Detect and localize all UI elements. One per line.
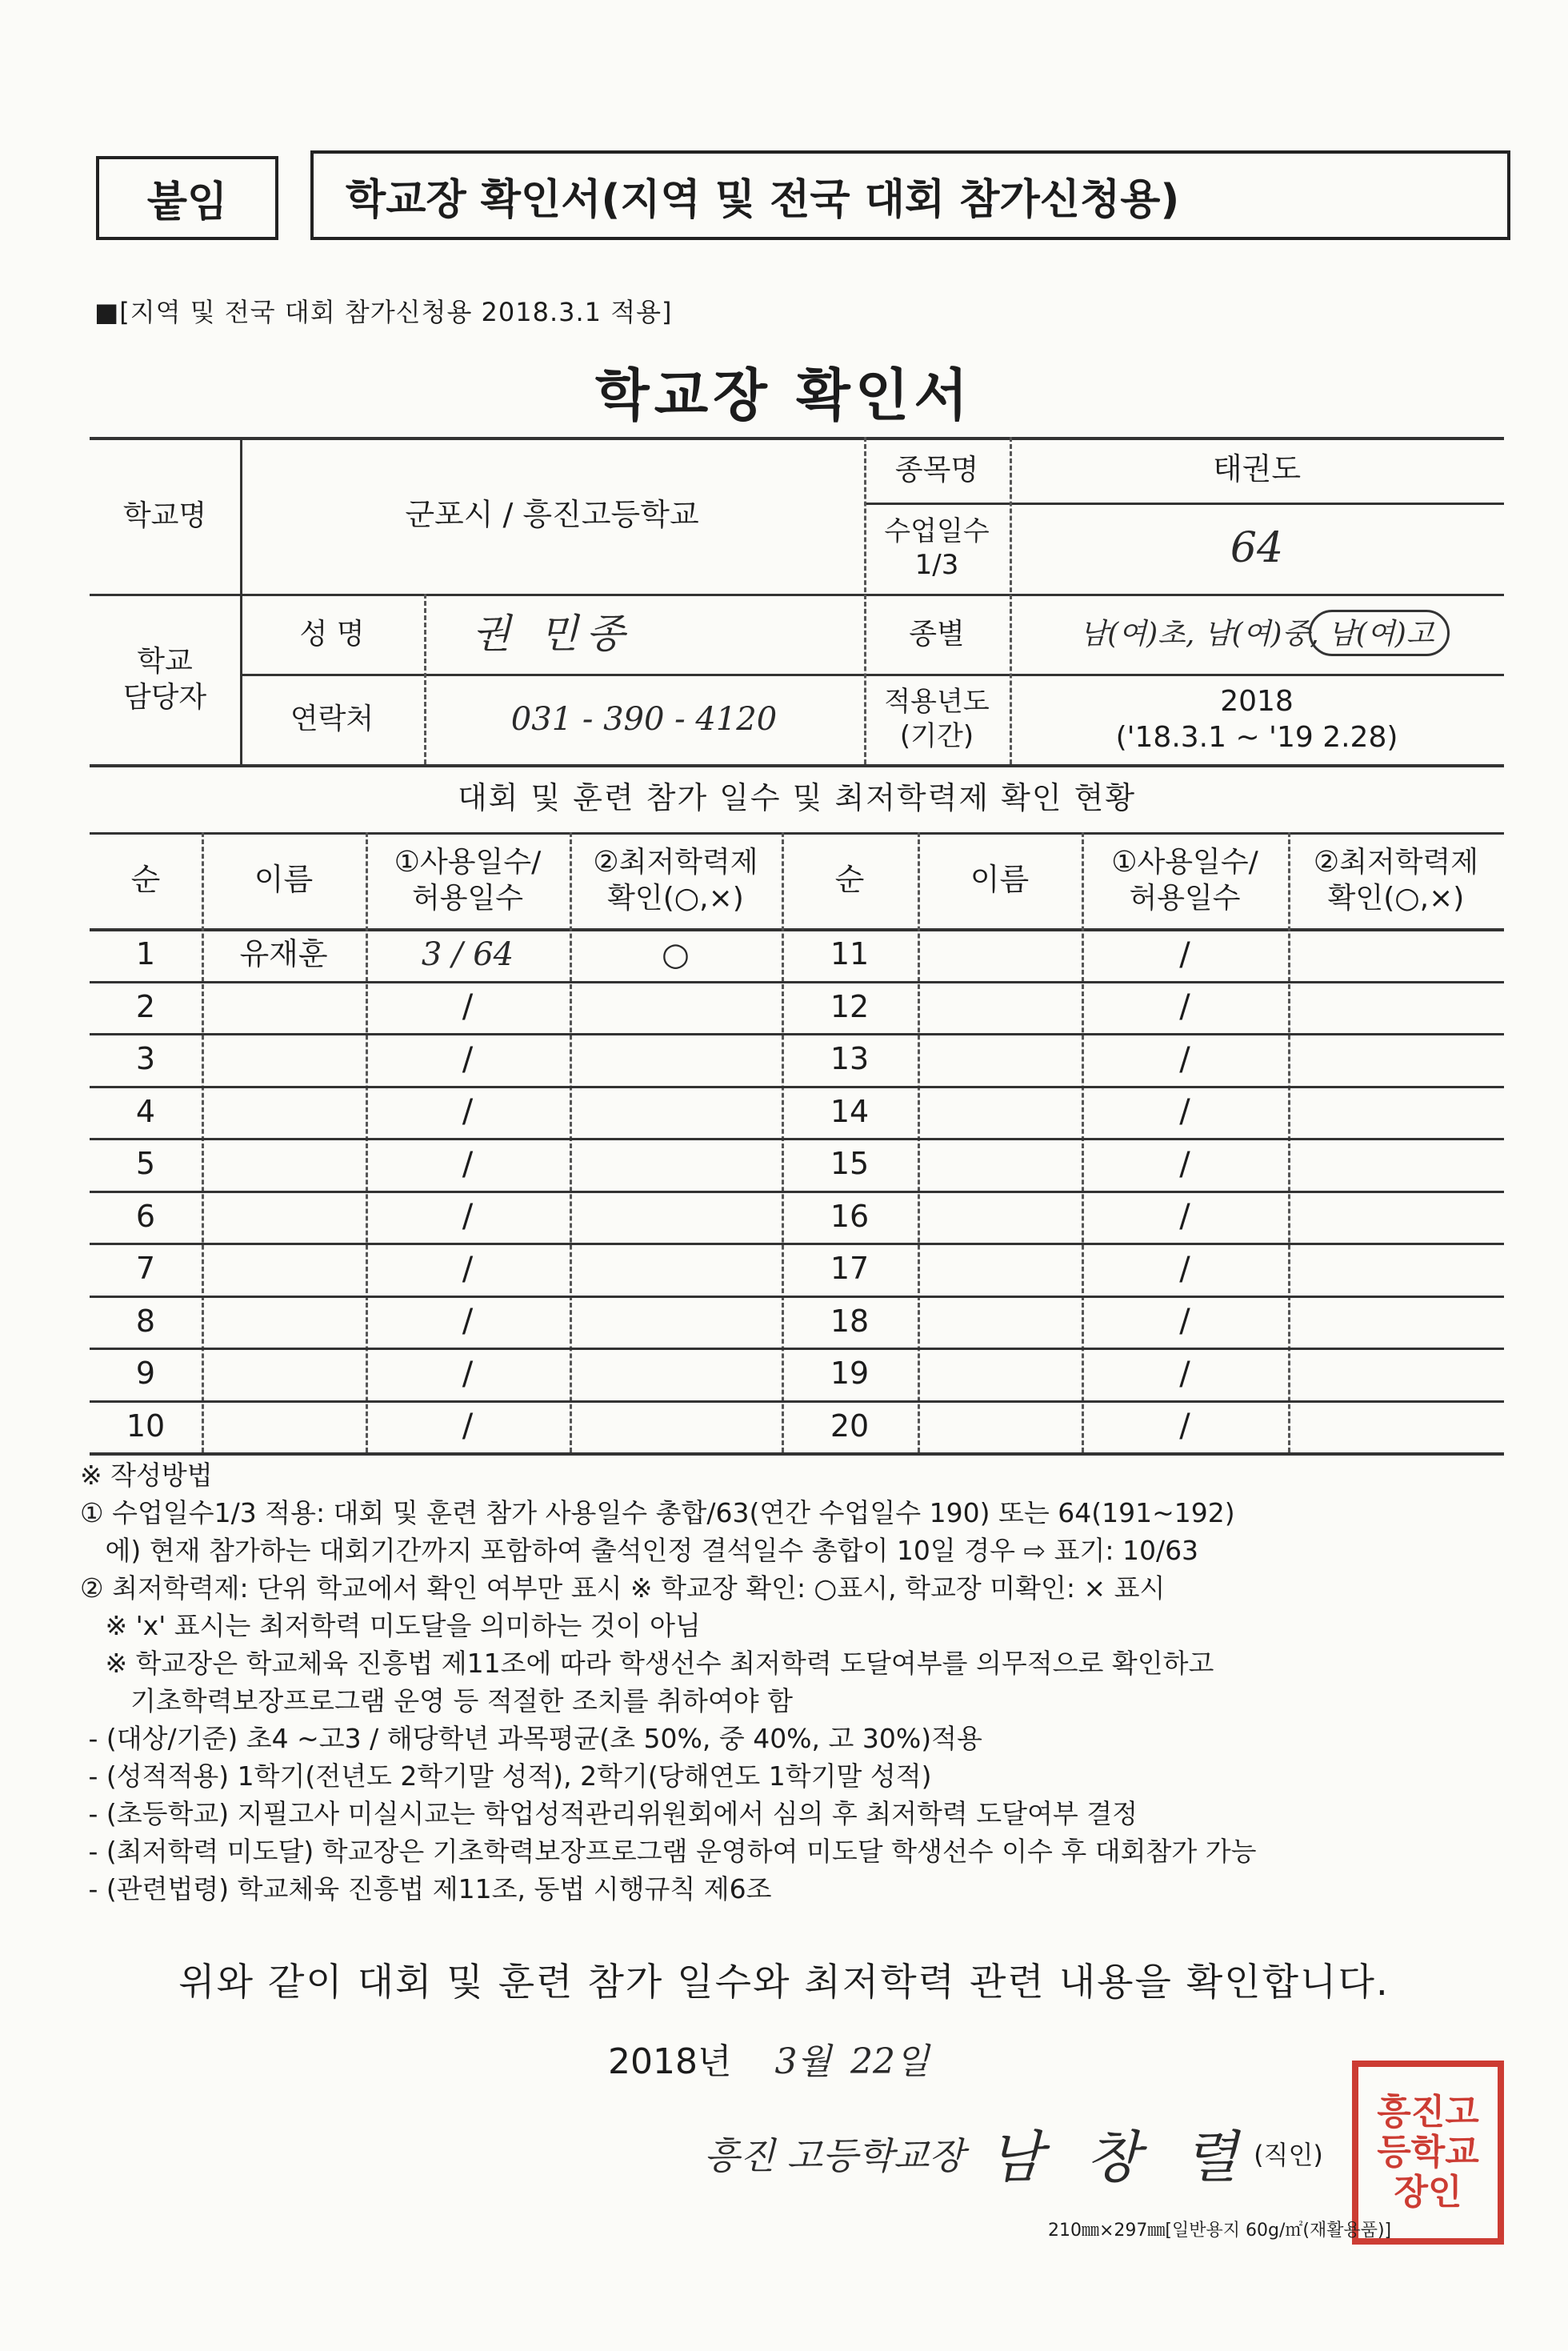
date-day: 22일	[850, 2041, 930, 2082]
header-no-right: 순	[834, 862, 865, 898]
confirmation-statement: 위와 같이 대회 및 훈련 참가 일수와 최저학력 관련 내용을 확인합니다.	[178, 1961, 1390, 2005]
row-check	[1288, 1191, 1504, 1244]
row-name	[202, 1348, 366, 1400]
row-name	[918, 1033, 1082, 1086]
row-check	[1288, 928, 1504, 981]
instruction-line: ※ 작성방법	[80, 1460, 213, 1491]
row-check	[1288, 1348, 1504, 1400]
row-days: /	[1179, 1250, 1190, 1288]
row-check	[1288, 1033, 1504, 1086]
contact-label-line1: 학교	[137, 644, 193, 678]
date-month: 3월	[774, 2041, 831, 2082]
days-value: 64	[1230, 523, 1284, 572]
contact-label	[90, 594, 240, 764]
row-name	[918, 1348, 1082, 1400]
row-number: 9	[135, 1356, 156, 1391]
row-days: /	[462, 1355, 474, 1392]
application-note: ■[지역 및 전국 대회 참가신청용 2018.3.1 적용]	[94, 297, 673, 327]
signature-name: 남 창 렬	[988, 2125, 1251, 2190]
instruction-line: 기초학력보장프로그램 운영 등 적절한 조치를 취하여야 함	[80, 1685, 793, 1716]
row-number: 20	[830, 1408, 870, 1444]
header-days-line2: 허용일수	[411, 882, 524, 915]
row-days: /	[1179, 1355, 1190, 1392]
row-check	[1288, 981, 1504, 1034]
row-days: /	[1179, 935, 1190, 973]
row-name	[202, 1086, 366, 1139]
year-value-line1: 2018	[1220, 684, 1294, 718]
row-days: /	[1179, 1408, 1190, 1445]
row-days: /	[462, 1093, 474, 1131]
row-number: 16	[830, 1198, 870, 1234]
row-check	[1288, 1138, 1504, 1191]
row-name: 유재훈	[239, 936, 328, 971]
signature-line	[704, 2113, 1323, 2193]
row-days: /	[462, 1040, 474, 1078]
row-days: 3 / 64	[421, 935, 514, 973]
year-value	[1010, 674, 1504, 764]
row-number: 8	[135, 1303, 156, 1339]
row-days: /	[1179, 1040, 1190, 1078]
row-number: 19	[830, 1356, 870, 1391]
row-days: /	[462, 988, 474, 1026]
header-days-line1: ①사용일수/	[394, 846, 542, 879]
row-check	[1288, 1086, 1504, 1139]
paper-spec-note: 210㎜×297㎜[일반용지 60g/㎡(재활용품)]	[1048, 2221, 1392, 2241]
instruction-line: - (대상/기준) 초4 ~고3 / 해당학년 과목평균(초 50%, 중 40%, 고 30%)적용	[80, 1723, 982, 1754]
header-name-left: 이름	[254, 862, 314, 898]
row-days: /	[1179, 1093, 1190, 1131]
row-name	[202, 1138, 366, 1191]
school-label: 학교명	[122, 499, 207, 532]
row-check	[570, 1138, 782, 1191]
table-row-line	[90, 1243, 1504, 1245]
table-row-line	[90, 1033, 1504, 1035]
row-check	[570, 1348, 782, 1400]
instruction-line: 에) 현재 참가하는 대회기간까지 포함하여 출석인정 결석일수 총합이 10일 경우 ⇨ 표기: 10/63	[80, 1535, 1199, 1566]
header-check-right	[1288, 832, 1504, 928]
row-name	[202, 1296, 366, 1348]
header-check-line1: ②최저학력제	[593, 846, 758, 879]
row-number: 6	[135, 1198, 156, 1234]
date-year: 2018년	[608, 2041, 732, 2082]
sport-value: 태권도	[1212, 451, 1302, 487]
row-name	[918, 1191, 1082, 1244]
row-number: 14	[830, 1093, 870, 1129]
row-number: 3	[135, 1041, 156, 1076]
header-days-line1: ①사용일수/	[1111, 846, 1258, 879]
form-title: 학교장 확인서	[594, 362, 974, 428]
row-number: 7	[135, 1251, 156, 1286]
table-row-line	[90, 1296, 1504, 1298]
header-no-left: 순	[130, 862, 161, 898]
instruction-line: ※ 학교장은 학교체육 진흥법 제11조에 따라 학생선수 최저학력 도달여부를 의무적으로 확인하고	[80, 1648, 1214, 1679]
instruction-line: - (초등학교) 지필고사 미실시교는 학업성적관리위원회에서 심의 후 최저학력 도달여부 결정	[80, 1798, 1138, 1829]
row-check	[570, 1243, 782, 1296]
row-days: /	[1179, 1198, 1190, 1236]
date-line	[608, 2033, 929, 2084]
writing-instructions	[80, 1456, 1528, 1908]
table-row-line	[90, 1348, 1504, 1350]
row-check	[570, 1400, 782, 1453]
row-days: /	[462, 1198, 474, 1236]
instruction-line: ② 최저학력제: 단위 학교에서 확인 여부만 표시 ※ 학교장 확인: ○표시, 학교장 미확인: × 표시	[80, 1572, 1166, 1604]
contact-label-line2: 담당자	[122, 680, 207, 714]
row-number: 12	[830, 988, 870, 1024]
table-row-line	[90, 1400, 1504, 1403]
row-number: 5	[135, 1146, 156, 1181]
row-days: /	[1179, 1303, 1190, 1340]
header-check-line2: 확인(○,×)	[1327, 882, 1465, 915]
gender-label: 종별	[909, 617, 965, 651]
name-value: 권 민종	[472, 610, 633, 657]
instruction-line: - (관련법령) 학교체육 진흥법 제11조, 동법 시행규칙 제6조	[80, 1873, 772, 1904]
row-check	[1288, 1296, 1504, 1348]
instruction-line: - (성적적용) 1학기(전년도 2학기말 성적), 2학기(당해연도 1학기말 성적)	[80, 1760, 932, 1792]
row-name	[918, 1138, 1082, 1191]
attachment-badge: 붙임	[96, 156, 278, 240]
row-name	[202, 981, 366, 1034]
row-name	[918, 1243, 1082, 1296]
row-days: /	[462, 1250, 474, 1288]
section-title: 대회 및 훈련 참가 일수 및 최저학력제 확인 현황	[457, 780, 1137, 816]
gender-value: 남(여)초, 남(여)중, 남(여)고	[1079, 617, 1434, 651]
row-name	[202, 1243, 366, 1296]
header-check-left	[570, 832, 782, 928]
row-check	[570, 981, 782, 1034]
header-name-right: 이름	[970, 862, 1030, 898]
document-header-title: 학교장 확인서(지역 및 전국 대회 참가신청용)	[310, 150, 1510, 240]
days-label-line2: 1/3	[914, 549, 959, 581]
school-seal: 흥진고등학교장인	[1352, 2061, 1504, 2245]
phone-label: 연락처	[290, 703, 374, 735]
row-number: 10	[126, 1408, 166, 1444]
row-name	[918, 1086, 1082, 1139]
row-number: 11	[830, 936, 870, 971]
row-name	[918, 981, 1082, 1034]
phone-value: 031 - 390 - 4120	[510, 700, 778, 738]
row-number: 15	[830, 1146, 870, 1181]
table-row-line	[90, 981, 1504, 983]
year-label-line1: 적용년도	[884, 686, 990, 718]
row-days: /	[462, 1145, 474, 1183]
table-row-line	[90, 1086, 1504, 1088]
row-days: /	[462, 1303, 474, 1340]
row-days: /	[1179, 1145, 1190, 1183]
gender-circle-mark	[1309, 610, 1450, 656]
row-number: 4	[135, 1093, 156, 1129]
header-days-right	[1082, 832, 1288, 928]
row-days: /	[462, 1408, 474, 1445]
row-name	[918, 1296, 1082, 1348]
row-check	[570, 1033, 782, 1086]
row-name	[918, 928, 1082, 981]
signature-school: 흥진 고등학교장	[704, 2133, 965, 2177]
header-check-line2: 확인(○,×)	[607, 882, 744, 915]
row-days: /	[1179, 988, 1190, 1026]
sport-label: 종목명	[894, 453, 979, 487]
row-check: ○	[662, 935, 690, 973]
name-label: 성 명	[299, 617, 365, 651]
year-label	[864, 674, 1010, 764]
row-check	[570, 1191, 782, 1244]
instruction-line: ※ 'x' 표시는 최저학력 미도달을 의미하는 것이 아님	[80, 1610, 701, 1641]
row-name	[202, 1033, 366, 1086]
row-number: 2	[135, 988, 156, 1024]
row-number: 17	[830, 1251, 870, 1286]
days-label	[864, 503, 1010, 594]
year-value-line2: ('18.3.1 ~ '19 2.28)	[1115, 720, 1398, 754]
school-value: 군포시 / 흥진고등학교	[405, 497, 699, 533]
row-check	[570, 1296, 782, 1348]
row-check	[570, 1086, 782, 1139]
row-check	[1288, 1400, 1504, 1453]
year-label-line2: (기간)	[899, 719, 974, 752]
row-number: 1	[135, 936, 156, 971]
row-name	[202, 1400, 366, 1453]
row-number: 13	[830, 1041, 870, 1076]
header-days-line2: 허용일수	[1129, 882, 1241, 915]
instruction-line: - (최저학력 미도달) 학교장은 기초학력보장프로그램 운영하여 미도달 학생선수 이수 후 대회참가 가능	[80, 1836, 1257, 1867]
row-number: 18	[830, 1303, 870, 1339]
row-name	[202, 1191, 366, 1244]
row-name	[918, 1400, 1082, 1453]
header-check-line1: ②최저학력제	[1313, 846, 1479, 879]
table-border-bottom	[90, 1452, 1504, 1456]
header-days-left	[366, 832, 570, 928]
row-check	[1288, 1243, 1504, 1296]
instruction-line: ① 수업일수1/3 적용: 대회 및 훈련 참가 사용일수 총합/63(연간 수업일수 190) 또는 64(191~192)	[80, 1497, 1235, 1528]
signature-suffix: (직인)	[1254, 2139, 1323, 2170]
table-row-line	[90, 1191, 1504, 1193]
table-row-line	[90, 1138, 1504, 1140]
days-label-line1: 수업일수	[884, 515, 990, 547]
